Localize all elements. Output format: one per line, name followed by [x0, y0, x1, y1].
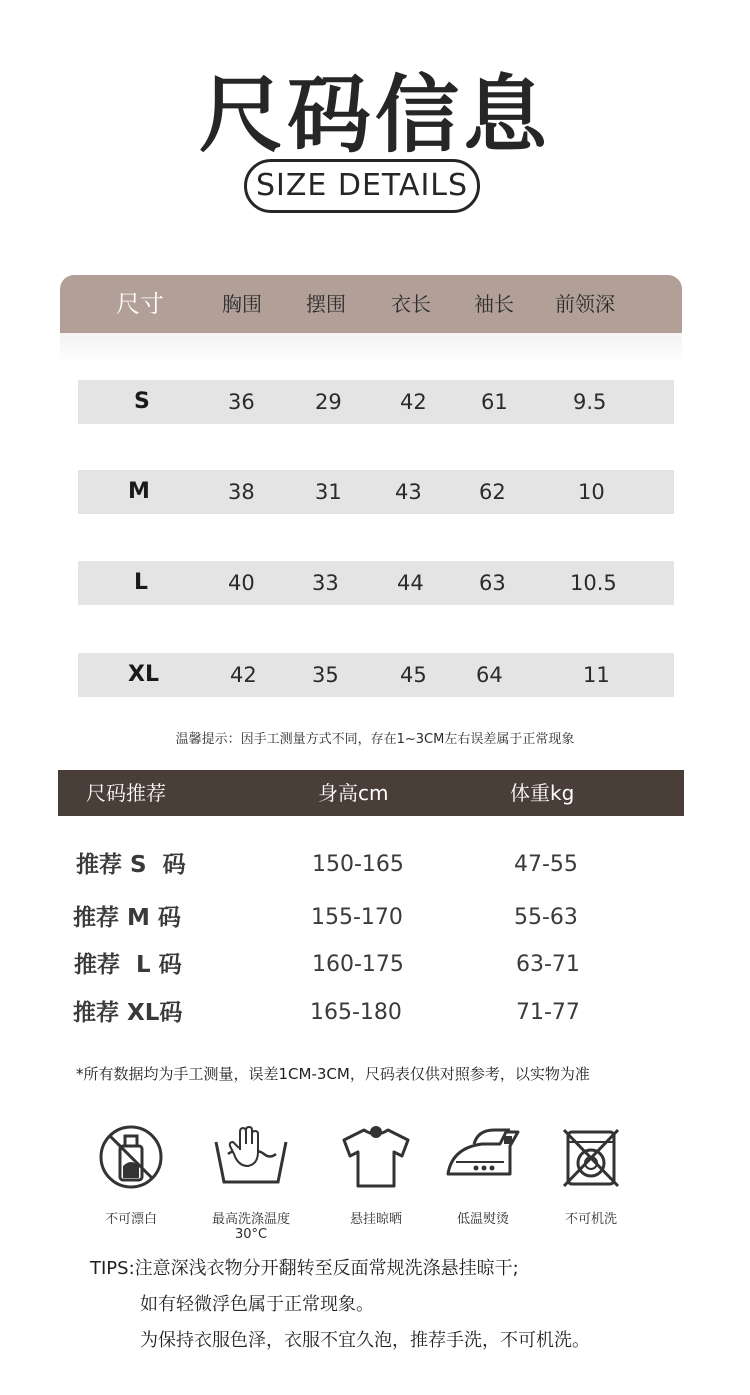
length-value: 42: [400, 390, 427, 414]
chest-value: 38: [228, 480, 255, 504]
recommend-table-header: [58, 770, 684, 816]
care-low-iron: [428, 1122, 538, 1227]
header-neck-depth: 前领深: [555, 292, 615, 316]
care-wash-temp: [196, 1122, 306, 1242]
care-label: 悬挂晾晒: [349, 1212, 402, 1227]
neck-value: 10.5: [570, 571, 617, 595]
sleeve-value: 64: [476, 663, 503, 687]
care-label: 不可机洗: [564, 1212, 617, 1227]
weight-range: 55-63: [514, 905, 578, 930]
chest-value: 36: [228, 390, 255, 414]
size-label: L: [134, 570, 149, 595]
sleeve-value: 63: [479, 571, 506, 595]
height-range: 150-165: [312, 852, 404, 877]
recommend-row-xl: [0, 993, 750, 1033]
neck-value: 11: [583, 663, 610, 687]
data-disclaimer: *所有数据均为手工测量，误差1CM-3CM，尺码表仅供对照参考，以实物为准: [76, 1065, 590, 1083]
size-table-header: [60, 275, 682, 333]
weight-range: 71-77: [516, 1000, 580, 1025]
tips-line-1: TIPS:注意深浅衣物分开翻转至反面常规洗涤悬挂晾干;: [90, 1258, 519, 1279]
care-label: 低温熨烫: [456, 1212, 509, 1227]
size-label: M: [128, 479, 150, 504]
chest-value: 42: [230, 663, 257, 687]
recommend-row-m: [0, 898, 750, 938]
length-value: 45: [400, 663, 427, 687]
length-value: 44: [397, 571, 424, 595]
header-sleeve: 袖长: [474, 292, 514, 316]
weight-range: 47-55: [514, 852, 578, 877]
care-label: 最高洗涤温度30°C: [211, 1212, 290, 1242]
sleeve-value: 61: [481, 390, 508, 414]
wash-temperature-icon: [206, 1122, 296, 1192]
header-recommend: 尺码推荐: [86, 781, 166, 805]
header-chest: 胸围: [222, 292, 262, 316]
page-subtitle: SIZE DETAILS: [244, 159, 480, 213]
no-bleach-icon: [96, 1122, 166, 1192]
length-value: 43: [395, 480, 422, 504]
size-row-s: [78, 380, 674, 424]
hem-value: 29: [315, 390, 342, 414]
header-hem: 摆围: [306, 292, 346, 316]
recommend-row-s: [0, 845, 750, 885]
header-height: 身高cm: [318, 781, 389, 805]
page-title: 尺码信息: [198, 66, 551, 164]
neck-value: 10: [578, 480, 605, 504]
care-label: 不可漂白: [104, 1212, 157, 1227]
hem-value: 35: [312, 663, 339, 687]
size-row-l: [78, 561, 674, 605]
hem-value: 31: [315, 480, 342, 504]
tips-line-3: 为保持衣服色泽，衣服不宜久泡，推荐手洗，不可机洗。: [140, 1330, 590, 1351]
hang-dry-icon: [336, 1122, 416, 1192]
size-label: S: [134, 389, 150, 414]
no-machine-wash-icon: [556, 1122, 626, 1192]
neck-value: 9.5: [573, 390, 607, 414]
recommend-row-l: [0, 945, 750, 985]
hem-value: 33: [312, 571, 339, 595]
care-no-machine-wash: [536, 1122, 646, 1227]
sleeve-value: 62: [479, 480, 506, 504]
header-shadow: [60, 333, 682, 363]
measurement-note: 温馨提示：因手工测量方式不同，存在1~3CM左右误差属于正常现象: [175, 732, 575, 747]
size-row-xl: [78, 653, 674, 697]
height-range: 165-180: [310, 1000, 402, 1025]
header-size: 尺寸: [116, 290, 164, 318]
tips-line-2: 如有轻微浮色属于正常现象。: [140, 1294, 374, 1315]
header-length: 衣长: [391, 292, 431, 316]
size-label: XL: [128, 662, 159, 687]
care-hang-dry: [321, 1122, 431, 1227]
low-iron-icon: [438, 1122, 528, 1192]
recommend-label: 推荐 L 码: [74, 952, 182, 978]
header-weight: 体重kg: [510, 781, 575, 805]
recommend-label: 推荐 M 码: [73, 905, 181, 931]
care-no-bleach: [76, 1122, 186, 1227]
chest-value: 40: [228, 571, 255, 595]
height-range: 155-170: [311, 905, 403, 930]
size-row-m: [78, 470, 674, 514]
weight-range: 63-71: [516, 952, 580, 977]
recommend-label: 推荐 S 码: [76, 852, 186, 878]
recommend-label: 推荐 XL码: [73, 1000, 183, 1026]
height-range: 160-175: [312, 952, 404, 977]
